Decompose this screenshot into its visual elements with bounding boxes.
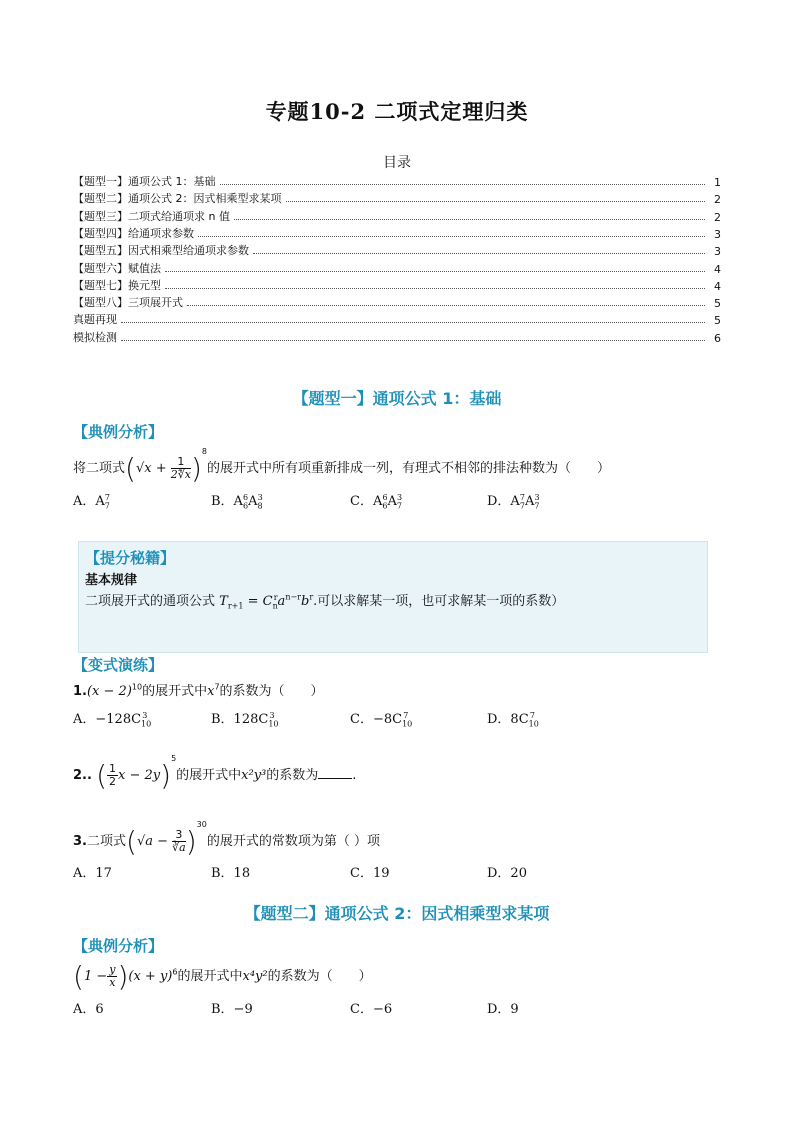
toc-leader xyxy=(165,271,705,272)
ex2-option-c[interactable]: C．−6 xyxy=(350,1002,393,1017)
toc-item-label: 【题型七】换元型 xyxy=(73,278,161,292)
toc-item-page: 3 xyxy=(714,245,721,259)
option-a[interactable]: A．$A_7^7$ xyxy=(73,492,110,511)
tips-subtitle: 基本规律 xyxy=(85,573,138,588)
example-tag-2: 【典例分析】 xyxy=(73,937,164,955)
toc-item[interactable] xyxy=(73,172,721,189)
example-question-2: (1 − $\frac{y}{x}$ )$(x + y)^6$的展开式中x⁴y²的系数为（ ） xyxy=(73,960,372,993)
toc-item-label: 模拟检测 xyxy=(73,330,117,344)
option-c[interactable]: C．$A_6^6A_7^3$ xyxy=(350,492,403,511)
toc-item[interactable] xyxy=(73,276,721,293)
toc-item[interactable] xyxy=(73,310,721,327)
toc-leader xyxy=(253,253,705,254)
toc-leader xyxy=(234,219,705,220)
toc-item[interactable] xyxy=(73,259,721,276)
toc-heading: 目录 xyxy=(383,155,411,171)
q1-option-a[interactable]: A．$-128C_{10}^3$ xyxy=(73,710,152,729)
toc-leader xyxy=(121,322,705,323)
q3-option-c[interactable]: C．19 xyxy=(350,866,390,881)
example-question: 将二项式(√x + $\frac{1}{2∜x}$ )$^8$的展开式中所有项重新排成一列，有理式不相邻的排法种数为（ ） xyxy=(73,447,610,485)
toc-leader xyxy=(165,288,705,289)
answer-blank[interactable] xyxy=(318,766,352,779)
toc-item-label: 【题型四】给通项求参数 xyxy=(73,226,194,240)
toc-item-label: 真题再现 xyxy=(73,313,117,327)
toc-item[interactable] xyxy=(73,189,721,206)
q3-option-b[interactable]: B．18 xyxy=(211,866,251,881)
practice-question-1: $1.(x - 2)^{10}$的展开式中$x^7$的系数为（ ） xyxy=(73,682,324,699)
toc-item-label: 【题型八】三项展开式 xyxy=(73,296,183,310)
toc-item-page: 2 xyxy=(714,193,721,207)
section-heading-2: 【题型二】通项公式 2：因式相乘型求某项 xyxy=(244,904,550,923)
toc-leader xyxy=(220,184,706,185)
q1-option-b[interactable]: B．$128C_{10}^3$ xyxy=(211,710,279,729)
toc-item-label: 【题型六】赋值法 xyxy=(73,261,161,275)
toc-item[interactable] xyxy=(73,241,721,258)
toc-item[interactable] xyxy=(73,207,721,224)
page-title: 专题10-2 二项式定理归类 xyxy=(265,99,529,124)
toc-item-page: 4 xyxy=(714,279,721,293)
option-d[interactable]: D．$A_7^7A_7^3$ xyxy=(487,492,540,511)
toc-item-page: 3 xyxy=(714,227,721,241)
tips-text: 二项展开式的通项公式 $T_{r+1} = C_n^ra^{n-r}b^r$.可以求解某一项，也可求解某一项的系数） xyxy=(85,592,565,611)
toc-item-page: 2 xyxy=(714,210,721,224)
q1-option-d[interactable]: D．$8C_{10}^7$ xyxy=(487,710,539,729)
section-heading-1: 【题型一】通项公式 1：基础 xyxy=(292,389,502,408)
toc-item-label: 【题型二】通项公式 2：因式相乘型求某项 xyxy=(73,192,282,206)
practice-question-2: 2.. ( $\frac{1}{2}$ x − 2y)$^5$的展开式中x²y³的系数为 . xyxy=(73,754,357,792)
q3-option-a[interactable]: A．17 xyxy=(73,866,112,881)
toc-item-page: 6 xyxy=(714,331,721,345)
toc-leader xyxy=(121,340,705,341)
q3-option-d[interactable]: D．20 xyxy=(487,866,527,881)
toc-leader xyxy=(198,236,705,237)
toc-item-label: 【题型一】通项公式 1：基础 xyxy=(73,175,216,188)
option-b[interactable]: B．$A_6^6A_8^3$ xyxy=(211,492,263,511)
q1-option-c[interactable]: C．$-8C_{10}^7$ xyxy=(350,710,413,729)
ex2-option-b[interactable]: B．−9 xyxy=(211,1002,253,1017)
toc-item[interactable] xyxy=(73,293,721,310)
toc-item[interactable] xyxy=(73,224,721,241)
toc-leader xyxy=(187,305,705,306)
practice-question-3: 3.二项式(√a − $\frac{3}{∛a}$ )$^{30}$的展开式的常数项为第（ ）项 xyxy=(73,820,380,858)
ex2-option-d[interactable]: D．9 xyxy=(487,1002,519,1017)
toc-item-page: 4 xyxy=(714,262,721,276)
practice-tag: 【变式演练】 xyxy=(73,656,164,674)
toc-item-page: 5 xyxy=(714,314,721,328)
toc-item-label: 【题型五】因式相乘型给通项求参数 xyxy=(73,244,249,258)
ex2-option-a[interactable]: A．6 xyxy=(73,1002,104,1017)
toc-item-label: 【题型三】二项式给通项求 n 值 xyxy=(73,209,230,223)
toc-leader xyxy=(286,201,706,202)
toc-item[interactable] xyxy=(73,328,721,345)
example-tag: 【典例分析】 xyxy=(73,423,164,441)
toc-item-page: 5 xyxy=(714,297,721,311)
tips-tag: 【提分秘籍】 xyxy=(85,549,176,567)
toc-item-page: 1 xyxy=(714,176,721,189)
